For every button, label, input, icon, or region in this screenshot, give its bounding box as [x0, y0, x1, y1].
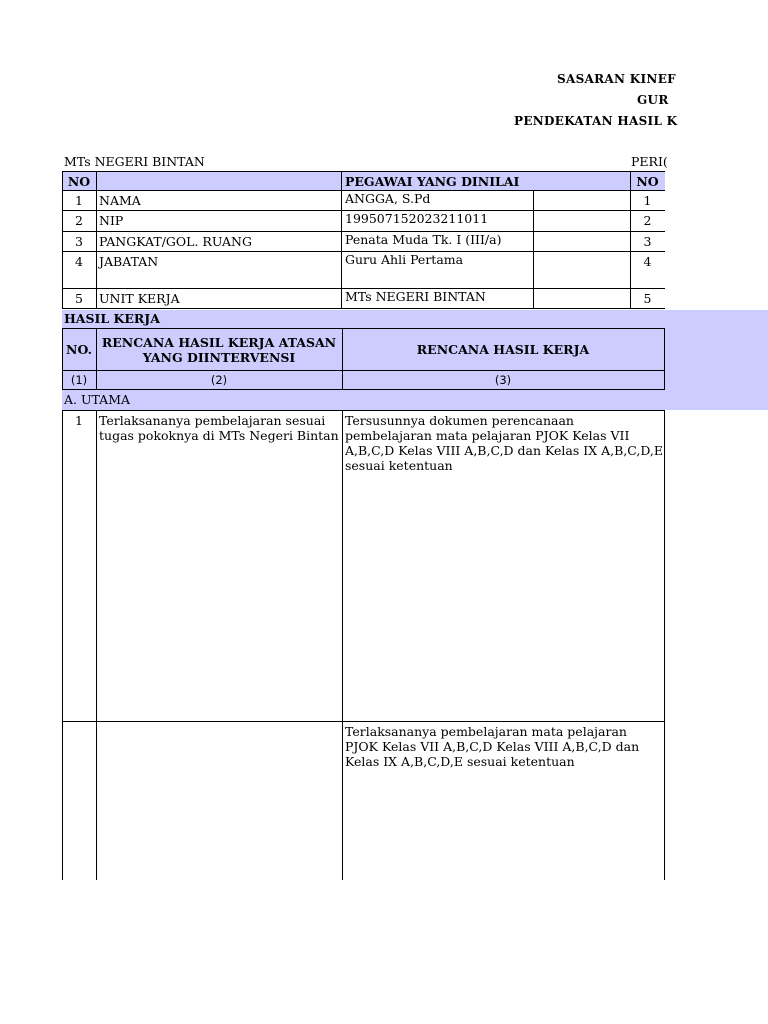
hasil-col-rencana: RENCANA HASIL KERJA — [416, 342, 590, 357]
info-row-no: 4 — [75, 254, 83, 269]
hasil-num-3: (3) — [494, 373, 512, 387]
info-col-no: NO — [67, 174, 91, 189]
info-row-value: 199507152023211011 — [345, 211, 489, 226]
info-row-value: Penata Muda Tk. I (III/a) — [345, 232, 502, 247]
header-fill-overflow — [665, 310, 768, 410]
info-row-label: NIP — [99, 213, 124, 228]
info-row-no2: 5 — [643, 291, 652, 306]
info-row-label: UNIT KERJA — [99, 291, 180, 306]
info-row-value: Guru Ahli Pertama — [345, 252, 464, 267]
info-row-label: PANGKAT/GOL. RUANG — [99, 234, 252, 249]
hasil-col-no: NO. — [66, 342, 92, 357]
info-row-value: ANGGA, S.Pd — [345, 191, 431, 206]
info-col-pegawai: PEGAWAI YANG DINILAI — [345, 174, 520, 189]
org-name: MTs NEGERI BINTAN — [64, 154, 205, 169]
info-row-label: NAMA — [99, 193, 141, 208]
hasil-row-rencana: Terlaksananya pembelajaran mata pelajaran PJOK Kelas VII A,B,C,D Kelas VIII A,B,C,D dan Kelas IX A,B,C,D,E sesuai ketentuan — [345, 724, 640, 769]
info-col-no2: NO — [636, 174, 659, 189]
hasil-row-no: 1 — [75, 413, 83, 428]
hasil-row-atasan: Terlaksananya pembelajaran sesuai tugas pokoknya di MTs Negeri Bintan — [99, 413, 339, 443]
hasil-col-atasan: RENCANA HASIL KERJA ATASAN YANG DIINTERVENSI — [101, 335, 337, 365]
info-row-no: 3 — [75, 234, 83, 249]
info-row-no2: 4 — [643, 254, 652, 269]
period-label: PERI( — [631, 154, 668, 169]
info-row-value: MTs NEGERI BINTAN — [345, 289, 486, 304]
doc-title-2: GUR — [637, 93, 669, 107]
doc-title-1: SASARAN KINEF — [557, 72, 676, 86]
hasil-section-label: HASIL KERJA — [64, 311, 160, 326]
info-row-label: JABATAN — [99, 254, 159, 269]
hasil-num-1: (1) — [70, 373, 88, 387]
group-label: A. UTAMA — [64, 392, 131, 407]
hasil-row-rencana: Tersusunnya dokumen perencanaan pembelajaran mata pelajaran PJOK Kelas VII A,B,C,D Kelas VIII A,B,C,D dan Kelas IX A,B,C,D,E sesuai ketentuan — [345, 413, 663, 473]
info-row-no: 5 — [75, 291, 83, 306]
info-row-no2: 2 — [643, 213, 652, 228]
hasil-num-2: (2) — [210, 373, 228, 387]
info-row-no: 1 — [75, 193, 83, 208]
doc-title-3: PENDEKATAN HASIL K — [514, 114, 678, 128]
info-row-no2: 1 — [643, 193, 652, 208]
info-row-no2: 3 — [643, 234, 652, 249]
info-row-no: 2 — [75, 213, 83, 228]
